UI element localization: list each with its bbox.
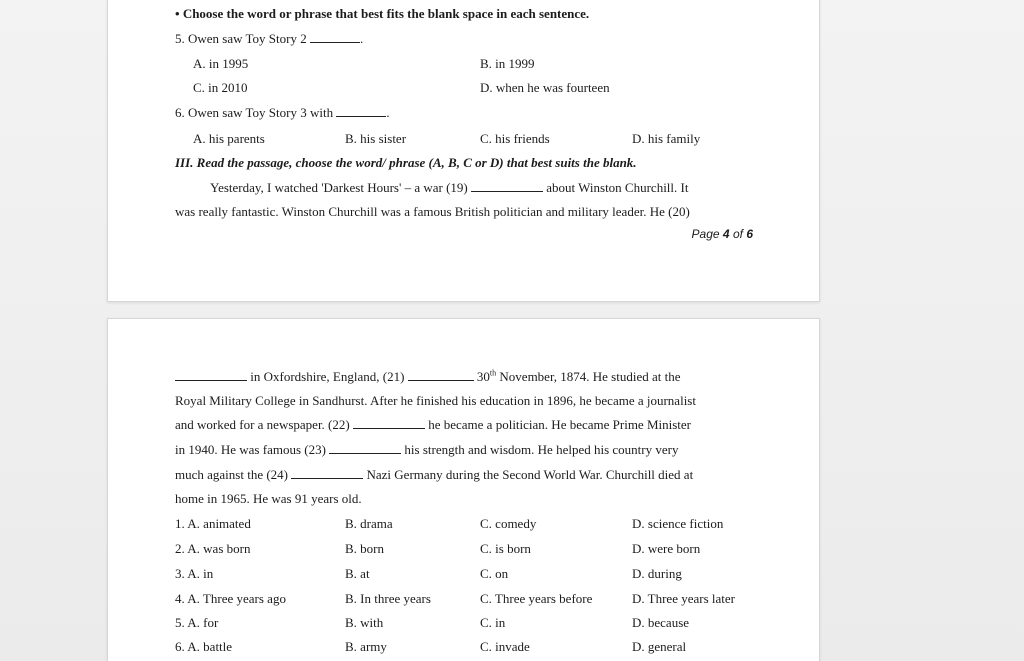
question-5-stem: 5. Owen saw Toy Story 2 (175, 31, 307, 46)
bullet-icon: • (175, 6, 180, 21)
document-page-5 (107, 318, 820, 661)
passage-text: November, 1874. He studied at the (499, 369, 681, 384)
passage-text: much against the (24) (175, 467, 288, 482)
answer-blank-19 (471, 180, 543, 192)
answer-option-4-d: D. Three years later (632, 591, 735, 606)
answer-option-4-a: 4. A. Three years ago (175, 591, 286, 606)
answer-option-6-d: D. general (632, 639, 687, 654)
answer-option-2-b: B. born (345, 541, 384, 556)
passage-text: 30 (476, 369, 490, 384)
page-label: Page (691, 227, 720, 241)
q6-option-c: C. his friends (480, 131, 550, 146)
answer-blank-24 (291, 467, 363, 479)
answer-option-5-c: C. in (480, 615, 506, 630)
q6-option-d: D. his family (632, 131, 701, 146)
passage-text: and worked for a newspaper. (22) (175, 417, 350, 432)
instruction-line (175, 6, 589, 22)
answer-blank-23 (329, 442, 401, 454)
passage-line-5 (175, 417, 691, 433)
passage-text: he became a politician. He became Prime Minister (428, 417, 692, 432)
passage-text: in Oxfordshire, England, (21) (250, 369, 405, 384)
ordinal-suffix: th (489, 368, 497, 378)
instruction-text: Choose the word or phrase that best fits the blank space in each sentence. (182, 6, 590, 21)
passage-text: about Winston Churchill. It (546, 180, 689, 195)
answer-option-3-d: D. during (632, 566, 682, 581)
question-5 (175, 31, 363, 47)
answer-blank (310, 31, 360, 43)
q5-option-d: D. when he was fourteen (480, 80, 610, 95)
answer-blank-21 (408, 369, 474, 381)
answer-option-5-a: 5. A. for (175, 615, 219, 630)
q5-option-b: B. in 1999 (480, 56, 535, 71)
answer-option-1-d: D. science fiction (632, 516, 724, 531)
answer-option-3-a: 3. A. in (175, 566, 214, 581)
passage-line-2: was really fantastic. Winston Churchill was a famous British politician and military leader. He (20) (175, 204, 690, 219)
passage-line-8: home in 1965. He was 91 years old. (175, 491, 362, 506)
q6-option-b: B. his sister (345, 131, 407, 146)
passage-line-1 (210, 180, 688, 196)
question-6-stem: 6. Owen saw Toy Story 3 with (175, 105, 334, 120)
answer-option-6-c: C. invade (480, 639, 530, 654)
passage-text: in 1940. He was famous (23) (175, 442, 326, 457)
passage-line-6 (175, 442, 678, 458)
answer-option-4-b: B. In three years (345, 591, 431, 606)
answer-option-5-d: D. because (632, 615, 690, 630)
answer-option-5-b: B. with (345, 615, 384, 630)
passage-text: Nazi Germany during the Second World War. Churchill died at (366, 467, 694, 482)
answer-option-3-c: C. on (480, 566, 509, 581)
page-total: 6 (746, 227, 753, 241)
answer-option-3-b: B. at (345, 566, 370, 581)
passage-line-4: Royal Military College in Sandhurst. After he finished his education in 1896, he became a journalist (175, 393, 696, 408)
answer-option-1-b: B. drama (345, 516, 393, 531)
page-of: of (732, 227, 743, 241)
passage-line-7 (175, 467, 693, 483)
q5-option-a: A. in 1995 (193, 56, 249, 71)
answer-option-6-a: 6. A. battle (175, 639, 233, 654)
document-page-4 (107, 0, 820, 302)
answer-option-2-d: D. were born (632, 541, 701, 556)
answer-option-6-b: B. army (345, 639, 387, 654)
answer-option-4-c: C. Three years before (480, 591, 593, 606)
answer-option-2-c: C. is born (480, 541, 531, 556)
answer-blank-20 (175, 369, 247, 381)
answer-option-2-a: 2. A. was born (175, 541, 251, 556)
q6-option-a: A. his parents (193, 131, 265, 146)
answer-option-1-a: 1. A. animated (175, 516, 251, 531)
q5-option-c: C. in 2010 (193, 80, 248, 95)
answer-option-1-c: C. comedy (480, 516, 537, 531)
section-heading: III. Read the passage, choose the word/ phrase (A, B, C or D) that best suits the blank. (175, 155, 637, 170)
answer-blank (336, 105, 386, 117)
question-6-end: . (386, 105, 390, 120)
question-6 (175, 105, 390, 121)
question-5-end: . (359, 31, 364, 46)
passage-text: Yesterday, I watched 'Darkest Hours' – a war (19) (210, 180, 468, 195)
page-current: 4 (722, 227, 730, 241)
answer-blank-22 (353, 417, 425, 429)
passage-text: his strength and wisdom. He helped his country very (404, 442, 679, 457)
page-number (692, 227, 753, 241)
passage-line-3 (175, 369, 680, 385)
